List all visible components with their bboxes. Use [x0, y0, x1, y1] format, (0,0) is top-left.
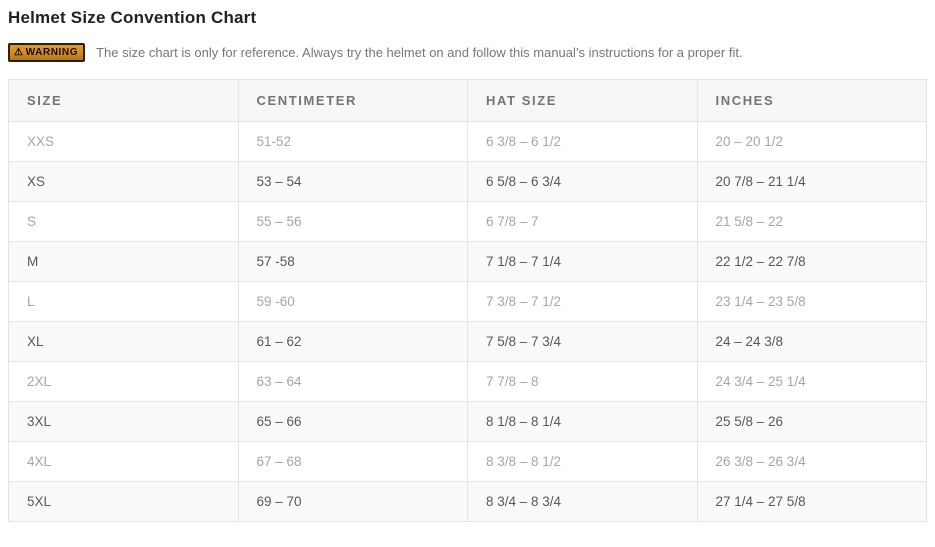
cell-centimeter: 57 -58: [238, 242, 468, 282]
cell-size: 4XL: [9, 442, 239, 482]
cell-hat-size: 8 1/8 – 8 1/4: [468, 402, 698, 442]
cell-centimeter: 61 – 62: [238, 322, 468, 362]
cell-size: XL: [9, 322, 239, 362]
page-title: Helmet Size Convention Chart: [8, 8, 257, 27]
cell-inches: 20 7/8 – 21 1/4: [697, 162, 927, 202]
warning-triangle-icon: ⚠: [14, 47, 24, 58]
cell-centimeter: 55 – 56: [238, 202, 468, 242]
cell-hat-size: 8 3/8 – 8 1/2: [468, 442, 698, 482]
cell-hat-size: 7 5/8 – 7 3/4: [468, 322, 698, 362]
cell-inches: 24 – 24 3/8: [697, 322, 927, 362]
column-header-hat-size: HAT SIZE: [468, 80, 698, 122]
column-header-inches: INCHES: [697, 80, 927, 122]
table-row: [9, 202, 927, 242]
cell-size: 3XL: [9, 402, 239, 442]
column-header-size: SIZE: [9, 80, 239, 122]
cell-inches: 22 1/2 – 22 7/8: [697, 242, 927, 282]
table-row: [9, 162, 927, 202]
cell-inches: 24 3/4 – 25 1/4: [697, 362, 927, 402]
cell-size: XXS: [9, 122, 239, 162]
table-row: [9, 442, 927, 482]
cell-size: M: [9, 242, 239, 282]
cell-hat-size: 7 7/8 – 8: [468, 362, 698, 402]
cell-inches: 21 5/8 – 22: [697, 202, 927, 242]
table-row: [9, 282, 927, 322]
table-row: [9, 322, 927, 362]
cell-inches: 27 1/4 – 27 5/8: [697, 482, 927, 522]
cell-hat-size: 7 3/8 – 7 1/2: [468, 282, 698, 322]
cell-hat-size: 6 5/8 – 6 3/4: [468, 162, 698, 202]
cell-centimeter: 69 – 70: [238, 482, 468, 522]
column-header-centimeter: CENTIMETER: [238, 80, 468, 122]
table-row: [9, 482, 927, 522]
cell-inches: 25 5/8 – 26: [697, 402, 927, 442]
cell-size: 5XL: [9, 482, 239, 522]
cell-centimeter: 67 – 68: [238, 442, 468, 482]
cell-inches: 26 3/8 – 26 3/4: [697, 442, 927, 482]
table-row: [9, 122, 927, 162]
cell-inches: 20 – 20 1/2: [697, 122, 927, 162]
size-table-header-row: [9, 80, 927, 122]
warning-text: The size chart is only for reference. Always try the helmet on and follow this manual’s instructions for a proper fit.: [96, 44, 743, 60]
cell-centimeter: 53 – 54: [238, 162, 468, 202]
warning-badge: [8, 43, 85, 62]
cell-size: 2XL: [9, 362, 239, 402]
cell-hat-size: 6 7/8 – 7: [468, 202, 698, 242]
cell-centimeter: 65 – 66: [238, 402, 468, 442]
cell-hat-size: 8 3/4 – 8 3/4: [468, 482, 698, 522]
warning-row: [8, 43, 927, 62]
cell-centimeter: 51-52: [238, 122, 468, 162]
table-row: [9, 402, 927, 442]
size-table: [8, 79, 927, 522]
size-table-body: [9, 122, 927, 522]
warning-badge-label: WARNING: [25, 47, 79, 58]
cell-inches: 23 1/4 – 23 5/8: [697, 282, 927, 322]
cell-hat-size: 6 3/8 – 6 1/2: [468, 122, 698, 162]
cell-centimeter: 63 – 64: [238, 362, 468, 402]
table-row: [9, 242, 927, 282]
cell-size: XS: [9, 162, 239, 202]
cell-size: S: [9, 202, 239, 242]
table-row: [9, 362, 927, 402]
cell-size: L: [9, 282, 239, 322]
cell-hat-size: 7 1/8 – 7 1/4: [468, 242, 698, 282]
cell-centimeter: 59 -60: [238, 282, 468, 322]
